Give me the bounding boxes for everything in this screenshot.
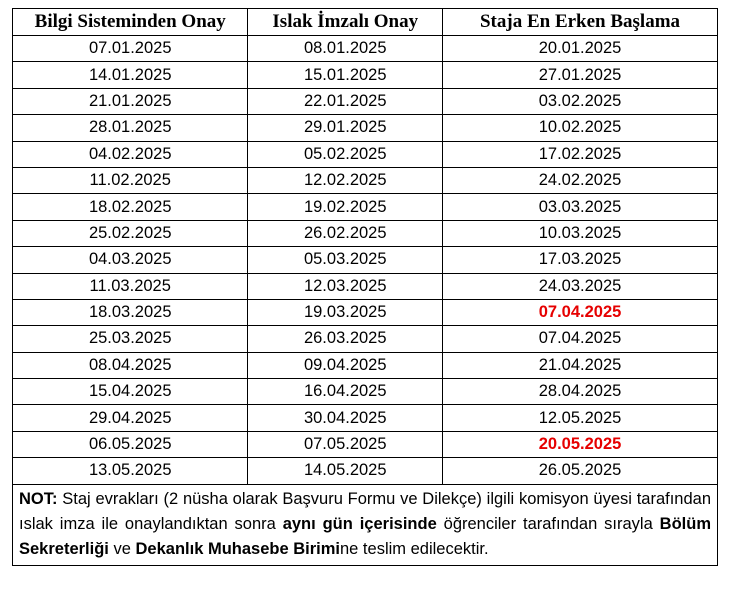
wet-signature-date-cell: 29.01.2025 [248,115,443,141]
wet-signature-date-cell: 22.01.2025 [248,88,443,114]
table-row [13,379,718,405]
wet-signature-date-cell: 19.02.2025 [248,194,443,220]
note-label: NOT: [19,489,58,508]
internship-schedule [12,8,718,566]
earliest-start-date-cell: 26.05.2025 [443,458,718,484]
wet-signature-date-cell: 30.04.2025 [248,405,443,431]
wet-signature-date-cell: 08.01.2025 [248,36,443,62]
table-row [13,352,718,378]
table-row [13,405,718,431]
wet-signature-date-cell: 26.03.2025 [248,326,443,352]
earliest-start-date-cell: 17.03.2025 [443,247,718,273]
approval-date-cell: 21.01.2025 [13,88,248,114]
earliest-start-date-cell: 20.01.2025 [443,36,718,62]
table-row [13,247,718,273]
earliest-start-date-cell: 12.05.2025 [443,405,718,431]
note-text: ve [108,539,136,558]
earliest-start-date-cell: 10.03.2025 [443,220,718,246]
wet-signature-date-cell: 19.03.2025 [248,299,443,325]
wet-signature-date-cell: 15.01.2025 [248,62,443,88]
table-row [13,273,718,299]
approval-date-cell: 18.03.2025 [13,299,248,325]
approval-date-cell: 18.02.2025 [13,194,248,220]
earliest-start-date-cell: 24.03.2025 [443,273,718,299]
table-row [13,194,718,220]
earliest-start-date-cell: 21.04.2025 [443,352,718,378]
earliest-start-date-cell: 24.02.2025 [443,167,718,193]
schedule-table [12,8,718,566]
note-emphasis-department: Bölüm Sekreterliği [19,514,711,558]
note-cell [13,484,718,565]
approval-date-cell: 04.03.2025 [13,247,248,273]
approval-date-cell: 28.01.2025 [13,115,248,141]
wet-signature-date-cell: 07.05.2025 [248,431,443,457]
approval-date-cell: 13.05.2025 [13,458,248,484]
wet-signature-date-cell: 16.04.2025 [248,379,443,405]
approval-date-cell: 04.02.2025 [13,141,248,167]
note-emphasis-same-day: aynı gün içerisinde [282,514,437,533]
approval-date-cell: 07.01.2025 [13,36,248,62]
earliest-start-date-cell: 10.02.2025 [443,115,718,141]
header-row [13,9,718,36]
table-row [13,326,718,352]
table-row [13,36,718,62]
wet-signature-date-cell: 12.03.2025 [248,273,443,299]
wet-signature-date-cell: 26.02.2025 [248,220,443,246]
note-text: Staj evrakları (2 nüsha olarak Başvuru Formu ve Dilekçe) ilgili komisyon üyesi tarafından ıslak imza ile onaylandıktan sonra [19,489,711,533]
earliest-start-date-cell: 17.02.2025 [443,141,718,167]
wet-signature-date-cell: 12.02.2025 [248,167,443,193]
col-header-system-approval: Bilgi Sisteminden Onay [13,9,248,36]
note-text: ne teslim edilecektir. [340,539,489,558]
earliest-start-date-cell: 03.02.2025 [443,88,718,114]
table-row [13,167,718,193]
note-emphasis-accounting: Dekanlık Muhasebe Birimi [135,539,340,558]
approval-date-cell: 11.03.2025 [13,273,248,299]
table-row [13,115,718,141]
approval-date-cell: 06.05.2025 [13,431,248,457]
table-row [13,431,718,457]
note-text: öğrenciler tarafından sırayla [436,514,660,533]
earliest-start-date-cell: 07.04.2025 [443,326,718,352]
table-row [13,88,718,114]
wet-signature-date-cell: 05.02.2025 [248,141,443,167]
earliest-start-date-cell: 20.05.2025 [443,431,718,457]
approval-date-cell: 14.01.2025 [13,62,248,88]
approval-date-cell: 15.04.2025 [13,379,248,405]
approval-date-cell: 29.04.2025 [13,405,248,431]
note-row [13,484,718,565]
earliest-start-date-cell: 07.04.2025 [443,299,718,325]
earliest-start-date-cell: 03.03.2025 [443,194,718,220]
table-row [13,458,718,484]
table-row [13,62,718,88]
approval-date-cell: 25.02.2025 [13,220,248,246]
table-row [13,220,718,246]
approval-date-cell: 08.04.2025 [13,352,248,378]
wet-signature-date-cell: 09.04.2025 [248,352,443,378]
wet-signature-date-cell: 14.05.2025 [248,458,443,484]
earliest-start-date-cell: 28.04.2025 [443,379,718,405]
col-header-earliest-start: Staja En Erken Başlama [443,9,718,36]
earliest-start-date-cell: 27.01.2025 [443,62,718,88]
table-row [13,141,718,167]
col-header-wet-signature: Islak İmzalı Onay [248,9,443,36]
approval-date-cell: 25.03.2025 [13,326,248,352]
approval-date-cell: 11.02.2025 [13,167,248,193]
wet-signature-date-cell: 05.03.2025 [248,247,443,273]
table-row [13,299,718,325]
